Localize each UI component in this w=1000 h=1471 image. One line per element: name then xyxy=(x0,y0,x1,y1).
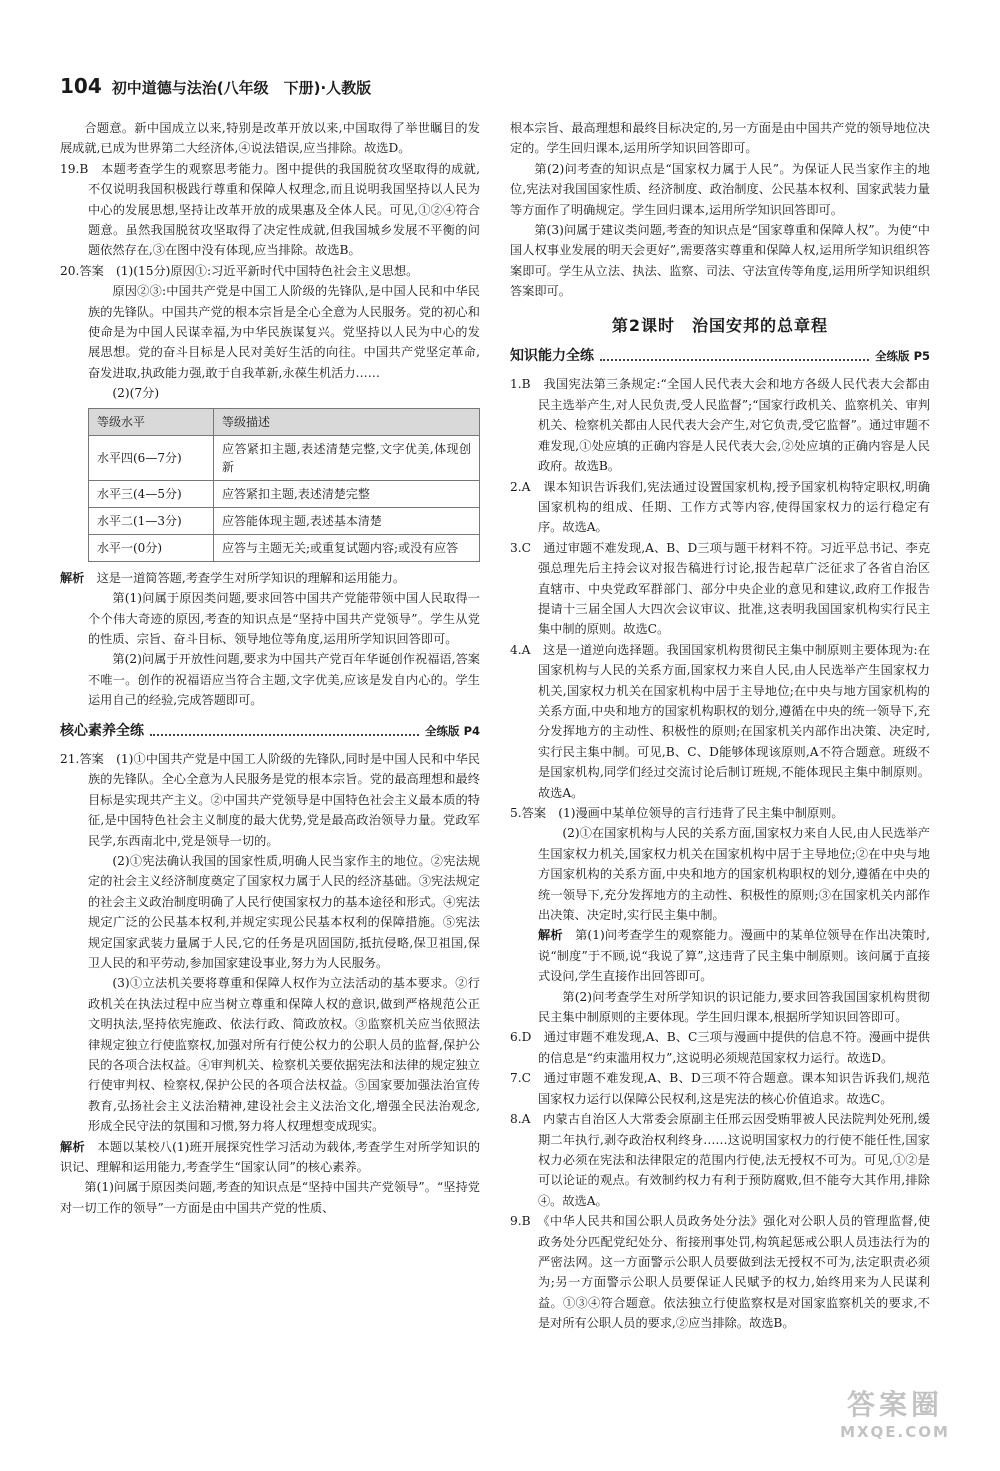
answer-item-9: 9.B 《中华人民共和国公职人员政务处分法》强化对公职人员的管理监督,使政务处分匹配党纪处分、衔接刑事处罚,构筑起惩戒公职人员违法行为的严密法网。这一方面警示公职人员要做到法无授权不可为,法定职责必须为;另一方面警示公职人员要保证人民赋予的权力,始终用来为人民谋利益。①③④符合题意。依法独立行使监察权是对国家监察机关的要求,不是对所有公职人员的要求,②应当排除。故选B。 xyxy=(510,1214,931,1331)
table-cell: 水平四(6—7分) xyxy=(89,435,214,480)
section-heading xyxy=(60,721,480,741)
table-row xyxy=(89,507,480,534)
table-cell: 应答紧扣主题,表述清楚完整,文字优美,体现创新 xyxy=(214,435,480,480)
watermark-url: MXQE.COM xyxy=(840,1423,950,1441)
paragraph: (2)①在国家机构与人民的关系方面,国家权力来自人民,由人民选举产生国家权力机关,国家权力机关在国家机构中居于主导地位;②在中央与地方国家机构的关系方面,中央和地方的国家机构职权的划分,遵循在中央的统一领导下,充分发挥地方的主动性、积极性的原则;③在国家机关内部作出决策、决定时,实行民主集中制。 xyxy=(538,826,930,923)
analysis-paragraph: 解析 第(1)问考查学生的观察能力。漫画中的某单位领导在作出决策时,说“制度”于不顾,说“我说了算”,这违背了民主集中制原则。该问属于直接式设问,学生直接作出回答即可。 xyxy=(538,928,931,984)
paragraph: (2)(7分) xyxy=(112,386,160,401)
table-cell: 水平三(4—5分) xyxy=(89,480,214,507)
table-row xyxy=(89,534,480,561)
table-header-cell: 等级描述 xyxy=(214,408,480,435)
watermark-text: 答案圈 xyxy=(846,1388,943,1421)
lesson-title: 第2课时 治国安邦的总章程 xyxy=(611,315,829,335)
table-cell: 水平二(1—3分) xyxy=(89,507,214,534)
table-cell: 水平一(0分) xyxy=(89,534,214,561)
paragraph: 第(2)问考查学生对所学知识的识记能力,要求回答我国国家机构贯彻民主集中制原则的主要体现。学生回归课本,根据所学知识回答即可。 xyxy=(538,989,930,1025)
dotted-leader xyxy=(600,351,869,361)
answer-item-20: 20.答案 (1)(15分)原因①:习近平新时代中国特色社会主义思想。 xyxy=(60,263,419,278)
paragraph: 第(2)问属于开放性问题,要求为中国共产党百年华诞创作祝福语,答案不唯一。创作的祝福语应当符合主题,文字优美,应该是发自内心的。学生运用自己的经验,完成答题即可。 xyxy=(88,652,480,708)
paragraph: 第(3)问属于建议类问题,考查的知识点是“国家尊重和保障人权”。为使“中国人权事业发展的明天会更好”,需要落实尊重和保障人权,运用所学知识组织答案即可。学生从立法、执法、监察、司法、守法宣传等角度,运用所学知识组织答案即可。 xyxy=(510,223,930,299)
answer-item-5: 5.答案 (1)漫画中某单位领导的言行违背了民主集中制原则。 xyxy=(510,806,844,820)
paragraph: 第(2)问考查的知识点是“国家权力属于人民”。为保证人民当家作主的地位,宪法对我国国家性质、经济制度、政治制度、公民基本权利、国家武装力量等方面作了明确规定。学生回归课本,运用所学知识回答即可。 xyxy=(510,161,930,217)
section-ref: 全练版 P4 xyxy=(425,723,480,738)
answer-item-19: 19.B 本题考查学生的观察思考能力。图中提供的我国脱贫攻坚取得的成就,不仅说明我国积极践行尊重和保障人权理念,而且说明我国坚持以人民为中心的发展思想,坚持让改革开放的成果惠及全体人民。可见,①②④符合题意。虽然我国脱贫攻坚取得了决定性成就,但我国城乡发展不平衡的问题依然存在,③在图中没有体现,应当排除。故选B。 xyxy=(60,161,481,258)
section-name: 知识能力全练 xyxy=(510,348,594,365)
book-title: 初中道德与法治(八年级 下册)·人教版 xyxy=(111,79,372,97)
dotted-leader xyxy=(150,726,419,736)
paragraph: (2)①宪法确认我国的国家性质,明确人民当家作主的地位。②宪法规定的社会主义经济制度奠定了国家权力属于人民的经济基础。③宪法规定的社会主义政治制度明确了人民行使国家权力的基本途径和形式。④宪法规定广泛的公民基本权利,并规定实现公民基本权利的保障措施。⑤宪法规定国家武装力量属于人民,它的任务是巩固国防,抵抗侵略,保卫祖国,保卫人民的和平劳动,参加国家建设事业,努力为人民服务。 xyxy=(88,853,480,970)
watermark-logo xyxy=(810,1383,980,1453)
paragraph: 合题意。新中国成立以来,特别是改革开放以来,中国取得了举世瞩目的发展成就,已成为世界第二大经济体,④说法错误,应当排除。故选D。 xyxy=(60,121,480,156)
paragraph: 根本宗旨、最高理想和最终目标决定的,另一方面是由中国共产党的领导地位决定的。学生回归课本,运用所学知识回答即可。 xyxy=(510,121,930,156)
grading-table xyxy=(88,408,480,562)
table-header-row xyxy=(89,408,480,435)
table-cell: 应答能体现主题,表述基本清楚 xyxy=(214,507,480,534)
table-row xyxy=(89,435,480,480)
answer-item-6: 6.D 通过审题不难发现,A、B、C三项与漫画中提供的信息不符。漫画中提供的信息是“约束滥用权力”,这说明必须规范国家权力运行。故选D。 xyxy=(510,1030,930,1065)
answer-item-3: 3.C 通过审题不难发现,A、B、D三项与题干材料不符。习近平总书记、李克强总理先后主持会议对报告稿进行讨论,报告起草广泛征求了各省自治区直辖市、中央党政军群部门、部分中央企业的意见和建议,政府工作报告提请十三届全国人大四次会议审议、批准,这表明我国国家机构实行民主集中制的原则。故选C。 xyxy=(510,540,931,637)
answer-item-7: 7.C 通过审题不难发现,A、B、D三项不符合题意。课本知识告诉我们,规范国家权力运行以保障公民权利,这是宪法的核心价值追求。故选C。 xyxy=(510,1071,930,1106)
page-number: 104 xyxy=(60,74,102,98)
answer-item-4: 4.A 这是一道逆向选择题。我国国家机构贯彻民主集中制原则主要体现为:在国家机构与人民的关系方面,国家权力来自人民,由人民选举产生国家权力机关,国家权力机关在国家机构中居于主导地位;在中央与地方国家机构的关系方面,中央和地方的国家机构职权的划分,遵循在中央的统一领导下,充分发挥地方的主动性、积极性的原则;在国家机关内部作出决策、决定时,实行民主集中制。可见,B、C、D能够体现该原则,A不符合题意。班级不是国家机构,同学们经过交流讨论后制订班规,不能体现民主集中制原则。故选A。 xyxy=(510,642,931,800)
table-cell: 应答与主题无关;或重复试题内容;或没有应答 xyxy=(214,534,480,561)
paragraph: 第(1)问属于原因类问题,考查的知识点是“坚持中国共产党领导”。“坚持党对一切工作的领导”一方面是由中国共产党的性质、 xyxy=(60,1180,480,1215)
page-header xyxy=(60,74,940,104)
analysis-paragraph: 解析 这是一道简答题,考查学生对所学知识的理解和运用能力。 xyxy=(60,570,406,585)
table-cell: 应答紧扣主题,表述清楚完整 xyxy=(214,480,480,507)
paragraph: 第(1)问属于原因类问题,要求回答中国共产党能带领中国人民取得一个个伟大奇迹的原因,考查的知识点是“坚持中国共产党领导”。学生从党的性质、宗旨、奋斗目标、领导地位等角度,运用所学知识回答即可。 xyxy=(88,591,480,646)
answer-item-8: 8.A 内蒙古自治区人大常委会原副主任邢云因受贿罪被人民法院判处死刑,缓期二年执行,剥夺政治权利终身……这说明国家权力的行使不能任性,国家权力必须在宪法和法律限定的范围内行使,法无授权不可为。可见,①②是可以论证的观点。有效制约权力有利于预防腐败,但不能夸大其作用,排除④。故选A。 xyxy=(510,1112,931,1208)
table-row xyxy=(89,480,480,507)
answer-item-2: 2.A 课本知识告诉我们,宪法通过设置国家机构,授予国家机构特定职权,明确国家机构的组成、任期、工作方式等内容,使得国家权力的运行稳定有序。故选A。 xyxy=(510,479,931,535)
left-column xyxy=(60,118,480,1218)
section-ref: 全练版 P5 xyxy=(875,349,930,364)
paragraph: (3)①立法机关要将尊重和保障人权作为立法活动的基本要求。②行政机关在执法过程中应当树立尊重和保障人权的意识,做到严格规范公正文明执法,坚持依宪施政、依法行政、简政放权。③监察机关应当依照法律规定独立行使监察权,加强对所有行使公权力的公职人员的监督,保护公民的各项合法权益。④审判机关、检察机关要依据宪法和法律的规定独立行使审判权、检察权,保护公民的各项合法权益。⑤国家要加强法治宣传教育,弘扬社会主义法治精神,建设社会主义法治文化,增强全民法治观念,形成全民守法的氛围和习惯,努力将人权理想变成现实。 xyxy=(88,976,480,1134)
right-column xyxy=(510,118,930,1334)
answer-item-1: 1.B 我国宪法第三条规定:“全国人民代表大会和地方各级人民代表大会都由民主选举产生,对人民负责,受人民监督”;“国家行政机关、监察机关、审判机关、检察机关都由人民代表大会产生,对它负责,受它监督”。通过审题不难发现,①处应填的正确内容是人民代表大会,②处应填的正确内容是人民政府。故选B。 xyxy=(510,377,930,474)
answer-item-21: 21.答案 (1)①中国共产党是中国工人阶级的先锋队,同时是中国人民和中华民族的先锋队。全心全意为人民服务是党的根本宗旨。党的最高理想和最终目标是实现共产主义。②中国共产党领导是中国特色社会主义最本质的特征,是中国特色社会主义制度的最大优势,党是最高政治领导力量。党政军民学,东西南北中,党是领导一切的。 xyxy=(60,751,481,848)
paragraph: 原因②③:中国共产党是中国工人阶级的先锋队,是中国人民和中华民族的先锋队。中国共产党的根本宗旨是全心全意为人民服务。党的初心和使命是为中国人民谋幸福,为中华民族谋复兴。党坚持以人民为中心的发展思想。党的奋斗目标是人民对美好生活的向往。中国共产党坚定革命,奋发进取,执政能力强,敢于自我革新,永葆生机活力…… xyxy=(88,284,480,380)
table-header-cell: 等级水平 xyxy=(89,408,214,435)
analysis-paragraph: 解析 本题以某校八(1)班开展探究性学习活动为载体,考查学生对所学知识的识记、理解和运用能力,考查学生“国家认同”的核心素养。 xyxy=(60,1139,481,1175)
section-name: 核心素养全练 xyxy=(60,722,144,739)
section-heading xyxy=(510,346,930,366)
